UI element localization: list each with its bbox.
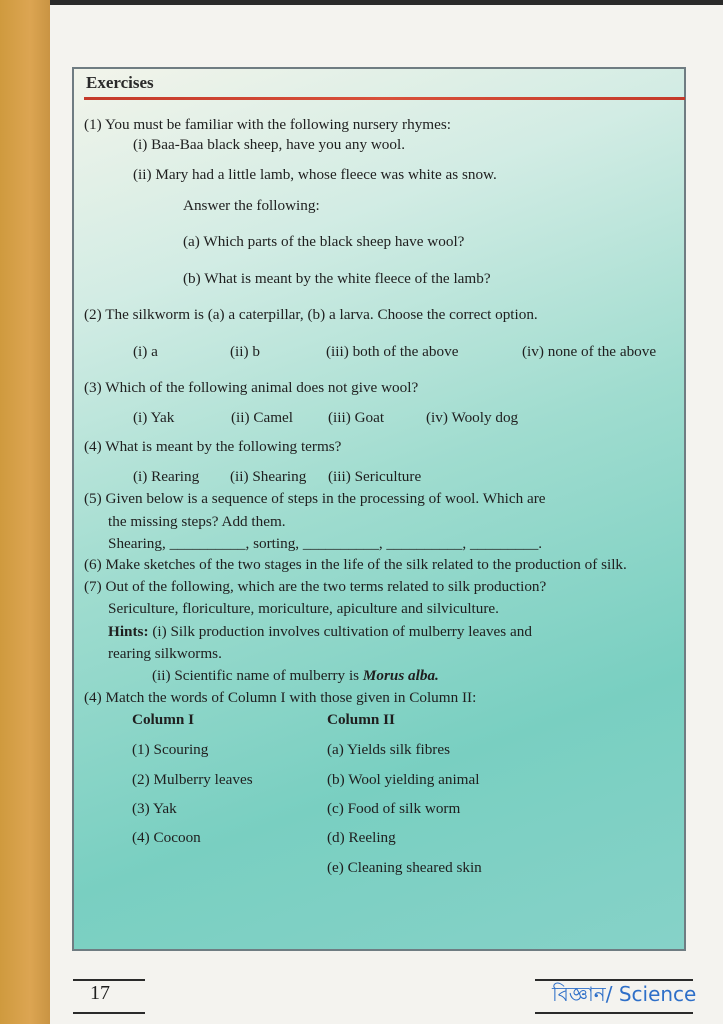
q4-text: (4) What is meant by the following terms? [84,438,342,455]
q3-text: (3) Which of the following animal does not give wool? [84,379,419,396]
book-spine [0,0,50,1024]
q4-option: (ii) Shearing [230,468,307,485]
q5-line3: Shearing, __________, sorting, __________, __________, _________. [108,535,543,552]
column-1-item: (1) Scouring [132,741,209,758]
q2-option: (iv) none of the above [522,343,657,360]
q1-rhyme-ii: (ii) Mary had a little lamb, whose fleece was white as snow. [133,166,497,183]
subject-label: বিজ্ঞান/ Science [552,982,697,1006]
q7-terms: Sericulture, floriculture, moriculture, apiculture and silviculture. [108,600,499,617]
footer-rule-bottom-right [535,1012,693,1014]
q5-line2: the missing steps? Add them. [108,513,286,530]
match-text: (4) Match the words of Column I with those given in Column II: [84,689,477,706]
column-1-item: (2) Mulberry leaves [132,771,253,788]
q7-hint-1 [108,623,532,641]
exercises-title: Exercises [86,73,154,92]
mulberry-scientific-name: Morus alba. [362,667,439,684]
q1-rhyme-i: (i) Baa-Baa black sheep, have you any wool. [133,136,406,153]
column-2-item: (b) Wool yielding animal [327,771,480,788]
q7-hint-2 [152,667,439,685]
column-2-item: (d) Reeling [327,829,396,846]
q1-part-b: (b) What is meant by the white fleece of the lamb? [183,270,491,287]
footer-rule-bottom-left [73,1012,145,1014]
q1-answer-label: Answer the following: [183,197,320,214]
q3-option: (iv) Wooly dog [426,409,519,426]
hints-label: Hints: [108,623,149,640]
footer-rule-top-left [73,979,145,981]
top-edge [0,0,723,5]
column-2-item: (e) Cleaning sheared skin [327,859,482,876]
q3-option: (ii) Camel [231,409,293,426]
q5-line1: (5) Given below is a sequence of steps in the processing of wool. Which are [84,490,546,507]
q7-text: (7) Out of the following, which are the two terms related to silk production? [84,578,547,595]
title-underline [84,97,685,100]
column-1-item: (3) Yak [132,800,177,817]
hint-1a: (i) Silk production involves cultivation of mulberry leaves and [148,623,532,640]
exercises-box [72,67,686,951]
q4-option: (iii) Sericulture [328,468,422,485]
column-2-item: (c) Food of silk worm [327,800,461,817]
q2-option: (iii) both of the above [326,343,459,360]
q2-text: (2) The silkworm is (a) a caterpillar, (b) a larva. Choose the correct option. [84,306,538,323]
column-2-header: Column II [327,711,395,728]
page-number: 17 [90,982,110,1004]
q3-option: (i) Yak [133,409,175,426]
q2-option: (ii) b [230,343,260,360]
q2-option: (i) a [133,343,158,360]
q3-option: (iii) Goat [328,409,385,426]
column-1-item: (4) Cocoon [132,829,201,846]
q4-option: (i) Rearing [133,468,200,485]
q1-part-a: (a) Which parts of the black sheep have wool? [183,233,465,250]
column-2-item: (a) Yields silk fibres [327,741,451,758]
column-1-header: Column I [132,711,195,728]
q1-text: (1) You must be familiar with the following nursery rhymes: [84,116,451,133]
q6-text: (6) Make sketches of the two stages in the life of the silk related to the production of silk. [84,556,627,573]
hint-2-text: (ii) Scientific name of mulberry is [152,667,363,684]
q7-hint-1b: rearing silkworms. [108,645,222,662]
